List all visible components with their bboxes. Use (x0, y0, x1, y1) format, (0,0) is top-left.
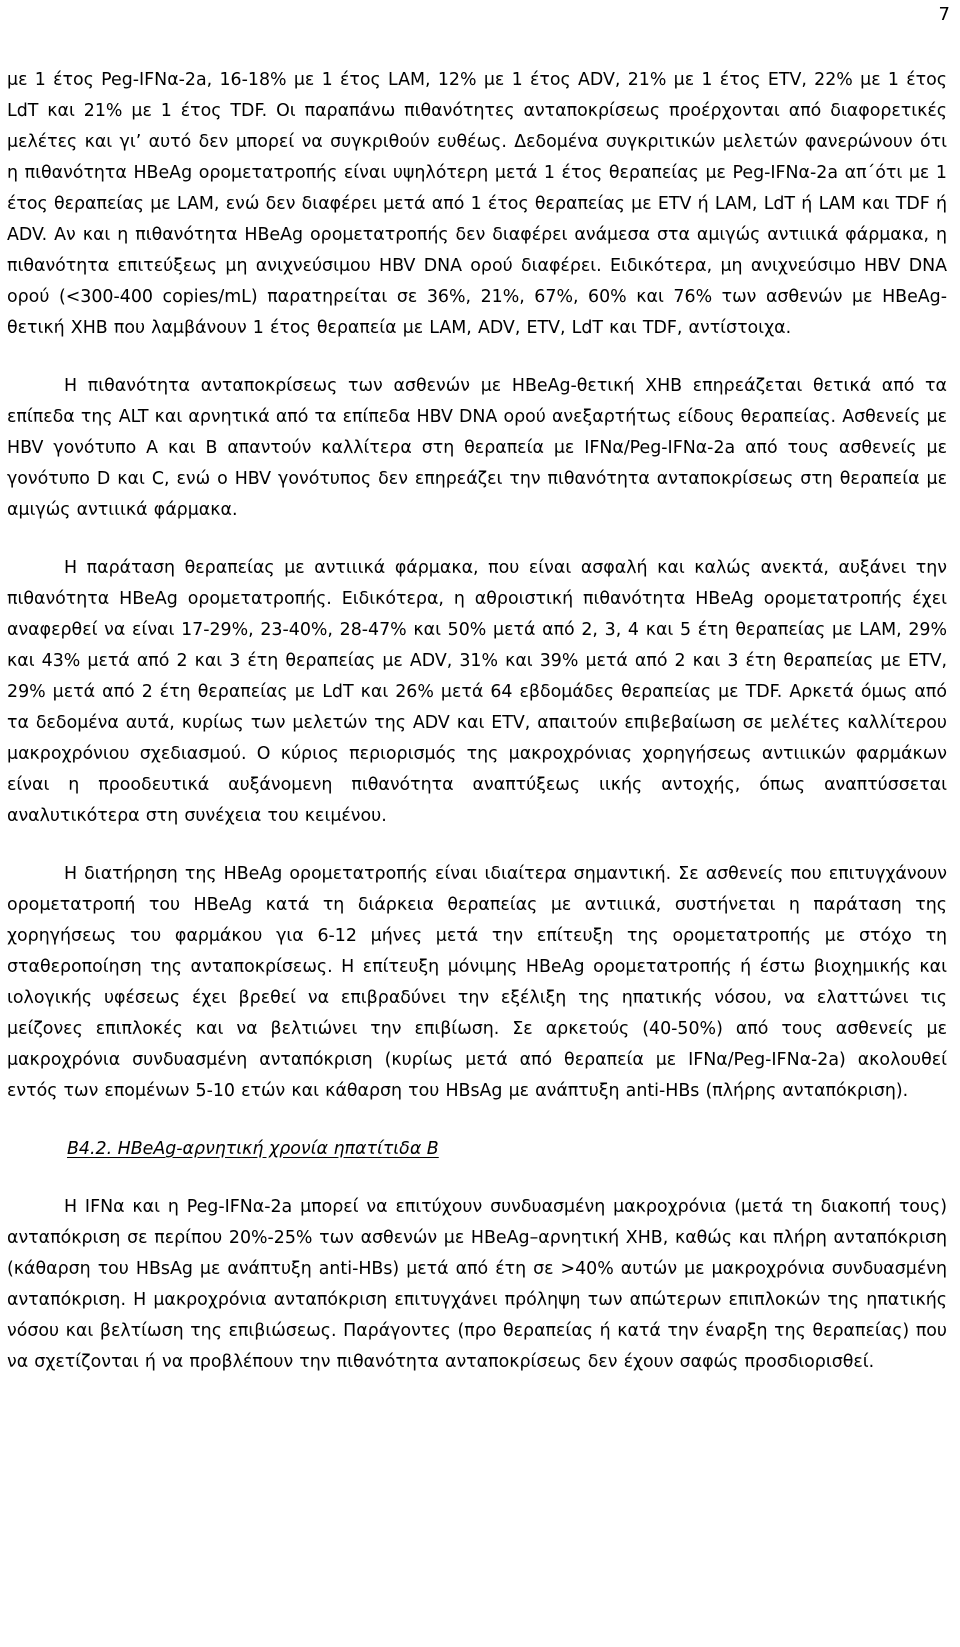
paragraph-response-factors: Η πιθανότητα ανταποκρίσεως των ασθενών με HBeAg-θετική ΧΗΒ επηρεάζεται θετικά από τα επίπεδα της ALT και αρνητικά από τα επίπεδα HBV DNA ορού ανεξαρτήτως είδους θεραπείας. Ασθενείς με HBV γονότυπο Α και Β απαντούν καλλίτερα στη θεραπεία με IFNα/Peg-IFNα-2a από τους ασθενείς με γονότυπο D και C, ενώ ο HBV γονότυπος δεν επηρεάζει την πιθανότητα ανταποκρίσεως στη θεραπεία με αμιγώς αντιιικά φάρμακα. (7, 376, 947, 520)
paragraph-seroconversion-maintenance: Η διατήρηση της HBeAg ορομετατροπής είναι ιδιαίτερα σημαντική. Σε ασθενείς που επιτυγχάνουν ορομετατροπή του HBeAg κατά τη διάρκεια θεραπείας με αντιιικά, συστήνεται η παράταση της χορηγήσεως του φαρμάκου για 6-12 μήνες μετά την επίτευξη της ορομετατροπής με στόχο τη σταθεροποίηση της ανταποκρίσεως. Η επίτευξη μόνιμης HBeAg ορομετατροπής ή έστω βιοχημικής και ιολογικής υφέσεως έχει βρεθεί να επιβραδύνει την εξέλιξη της ηπατικής νόσου, να ελαττώνει τις μείζονες επιπλοκές και να βελτιώνει την επιβίωση. Σε αρκετούς (40-50%) από τους ασθενείς με μακροχρόνια συνδυασμένη ανταπόκριση (κυρίως μετά από θεραπεία με IFNα/Peg-IFNα-2a) ακολουθεί εντός των επομένων 5-10 ετών και κάθαρση του HBsAg με ανάπτυξη anti-HBs (πλήρης ανταπόκριση). (7, 864, 947, 1101)
section-heading-container (7, 1134, 947, 1165)
section-heading: B4.2. HBeAg-αρνητική χρονία ηπατίτιδα Β (67, 1139, 439, 1159)
paragraph-hbeag-negative: Η IFNα και η Peg-IFNα-2a μπορεί να επιτύχουν συνδυασμένη μακροχρόνια (μετά τη διακοπή τους) ανταπόκριση σε περίπου 20%-25% των ασθενών με HBeAg–αρνητική ΧΗΒ, καθώς και πλήρη ανταπόκριση (κάθαρση του HBsAg με ανάπτυξη anti-HBs) μετά από έτη σε >40% αυτών με μακροχρόνια συνδυασμένη ανταπόκριση. Η μακροχρόνια ανταπόκριση επιτυγχάνει πρόληψη των απώτερων επιπλοκών της ηπατικής νόσου και βελτίωση της επιβιώσεως. Παράγοντες (προ θεραπείας ή κατά την έναρξη της θεραπείας) που να σχετίζονται ή να προβλέπουν την πιθανότητα ανταποκρίσεως δεν έχουν σαφώς προσδιορισθεί. (7, 1197, 947, 1372)
paragraph-continuation: με 1 έτος Peg-IFNα-2a, 16-18% με 1 έτος LAM, 12% με 1 έτος ADV, 21% με 1 έτος ETV, 22% με 1 έτος LdT και 21% με 1 έτος TDF. Οι παραπάνω πιθανότητες ανταποκρίσεως προέρχονται από διαφορετικές μελέτες και γι’ αυτό δεν μπορεί να συγκριθούν ευθέως. Δεδομένα συγκριτικών μελετών φανερώνουν ότι η πιθανότητα HBeAg ορομετατροπής είναι υψηλότερη μετά 1 έτος θεραπείας με Peg-IFNα-2a απ΄ότι με 1 έτος θεραπείας με LAM, ενώ δεν διαφέρει μετά από 1 έτος θεραπείας με ETV ή LAM, LdT ή LAM και TDF ή ADV. Αν και η πιθανότητα HBeAg ορομετατροπής δεν διαφέρει ανάμεσα στα αμιγώς αντιιικά φάρμακα, η πιθανότητα επιτεύξεως μη ανιχνεύσιμου HBV DNA ορού διαφέρει. Ειδικότερα, μη ανιχνεύσιμο HBV DNA ορού (<300-400 copies/mL) παρατηρείται σε 36%, 21%, 67%, 60% και 76% των ασθενών με HBeAg-θετική ΧΗΒ που λαμβάνουν 1 έτος θεραπεία με LAM, ADV, ETV, LdT και TDF, αντίστοιχα. (7, 70, 947, 338)
page-number: 7 (938, 4, 950, 25)
paragraph-therapy-extension: Η παράταση θεραπείας με αντιιικά φάρμακα, που είναι ασφαλή και καλώς ανεκτά, αυξάνει την πιθανότητα HBeAg ορομετατροπής. Ειδικότερα, η αθροιστική πιθανότητα HBeAg ορομετατροπής έχει αναφερθεί να είναι 17-29%, 23-40%, 28-47% και 50% μετά από 2, 3, 4 και 5 έτη θεραπείας με LAM, 29% και 43% μετά από 2 και 3 έτη θεραπείας με ADV, 31% και 39% μετά από 2 και 3 έτη θεραπείας με ETV, 29% μετά από 2 έτη θεραπείας με LdT και 26% μετά 64 εβδομάδες θεραπείας με TDF. Αρκετά όμως από τα δεδομένα αυτά, κυρίως των μελετών της ADV και ETV, απαιτούν επιβεβαίωση σε μελέτες καλλίτερου μακροχρόνιου σχεδιασμού. Ο κύριος περιορισμός της μακροχρόνιας χορηγήσεως αντιιικών φαρμάκων είναι η προοδευτικά αυξάνομενη πιθανότητα αναπτύξεως ιικής αντοχής, όπως αναπτύσσεται αναλυτικότερα στη συνέχεια του κειμένου. (7, 558, 947, 826)
document-body (7, 65, 947, 1378)
